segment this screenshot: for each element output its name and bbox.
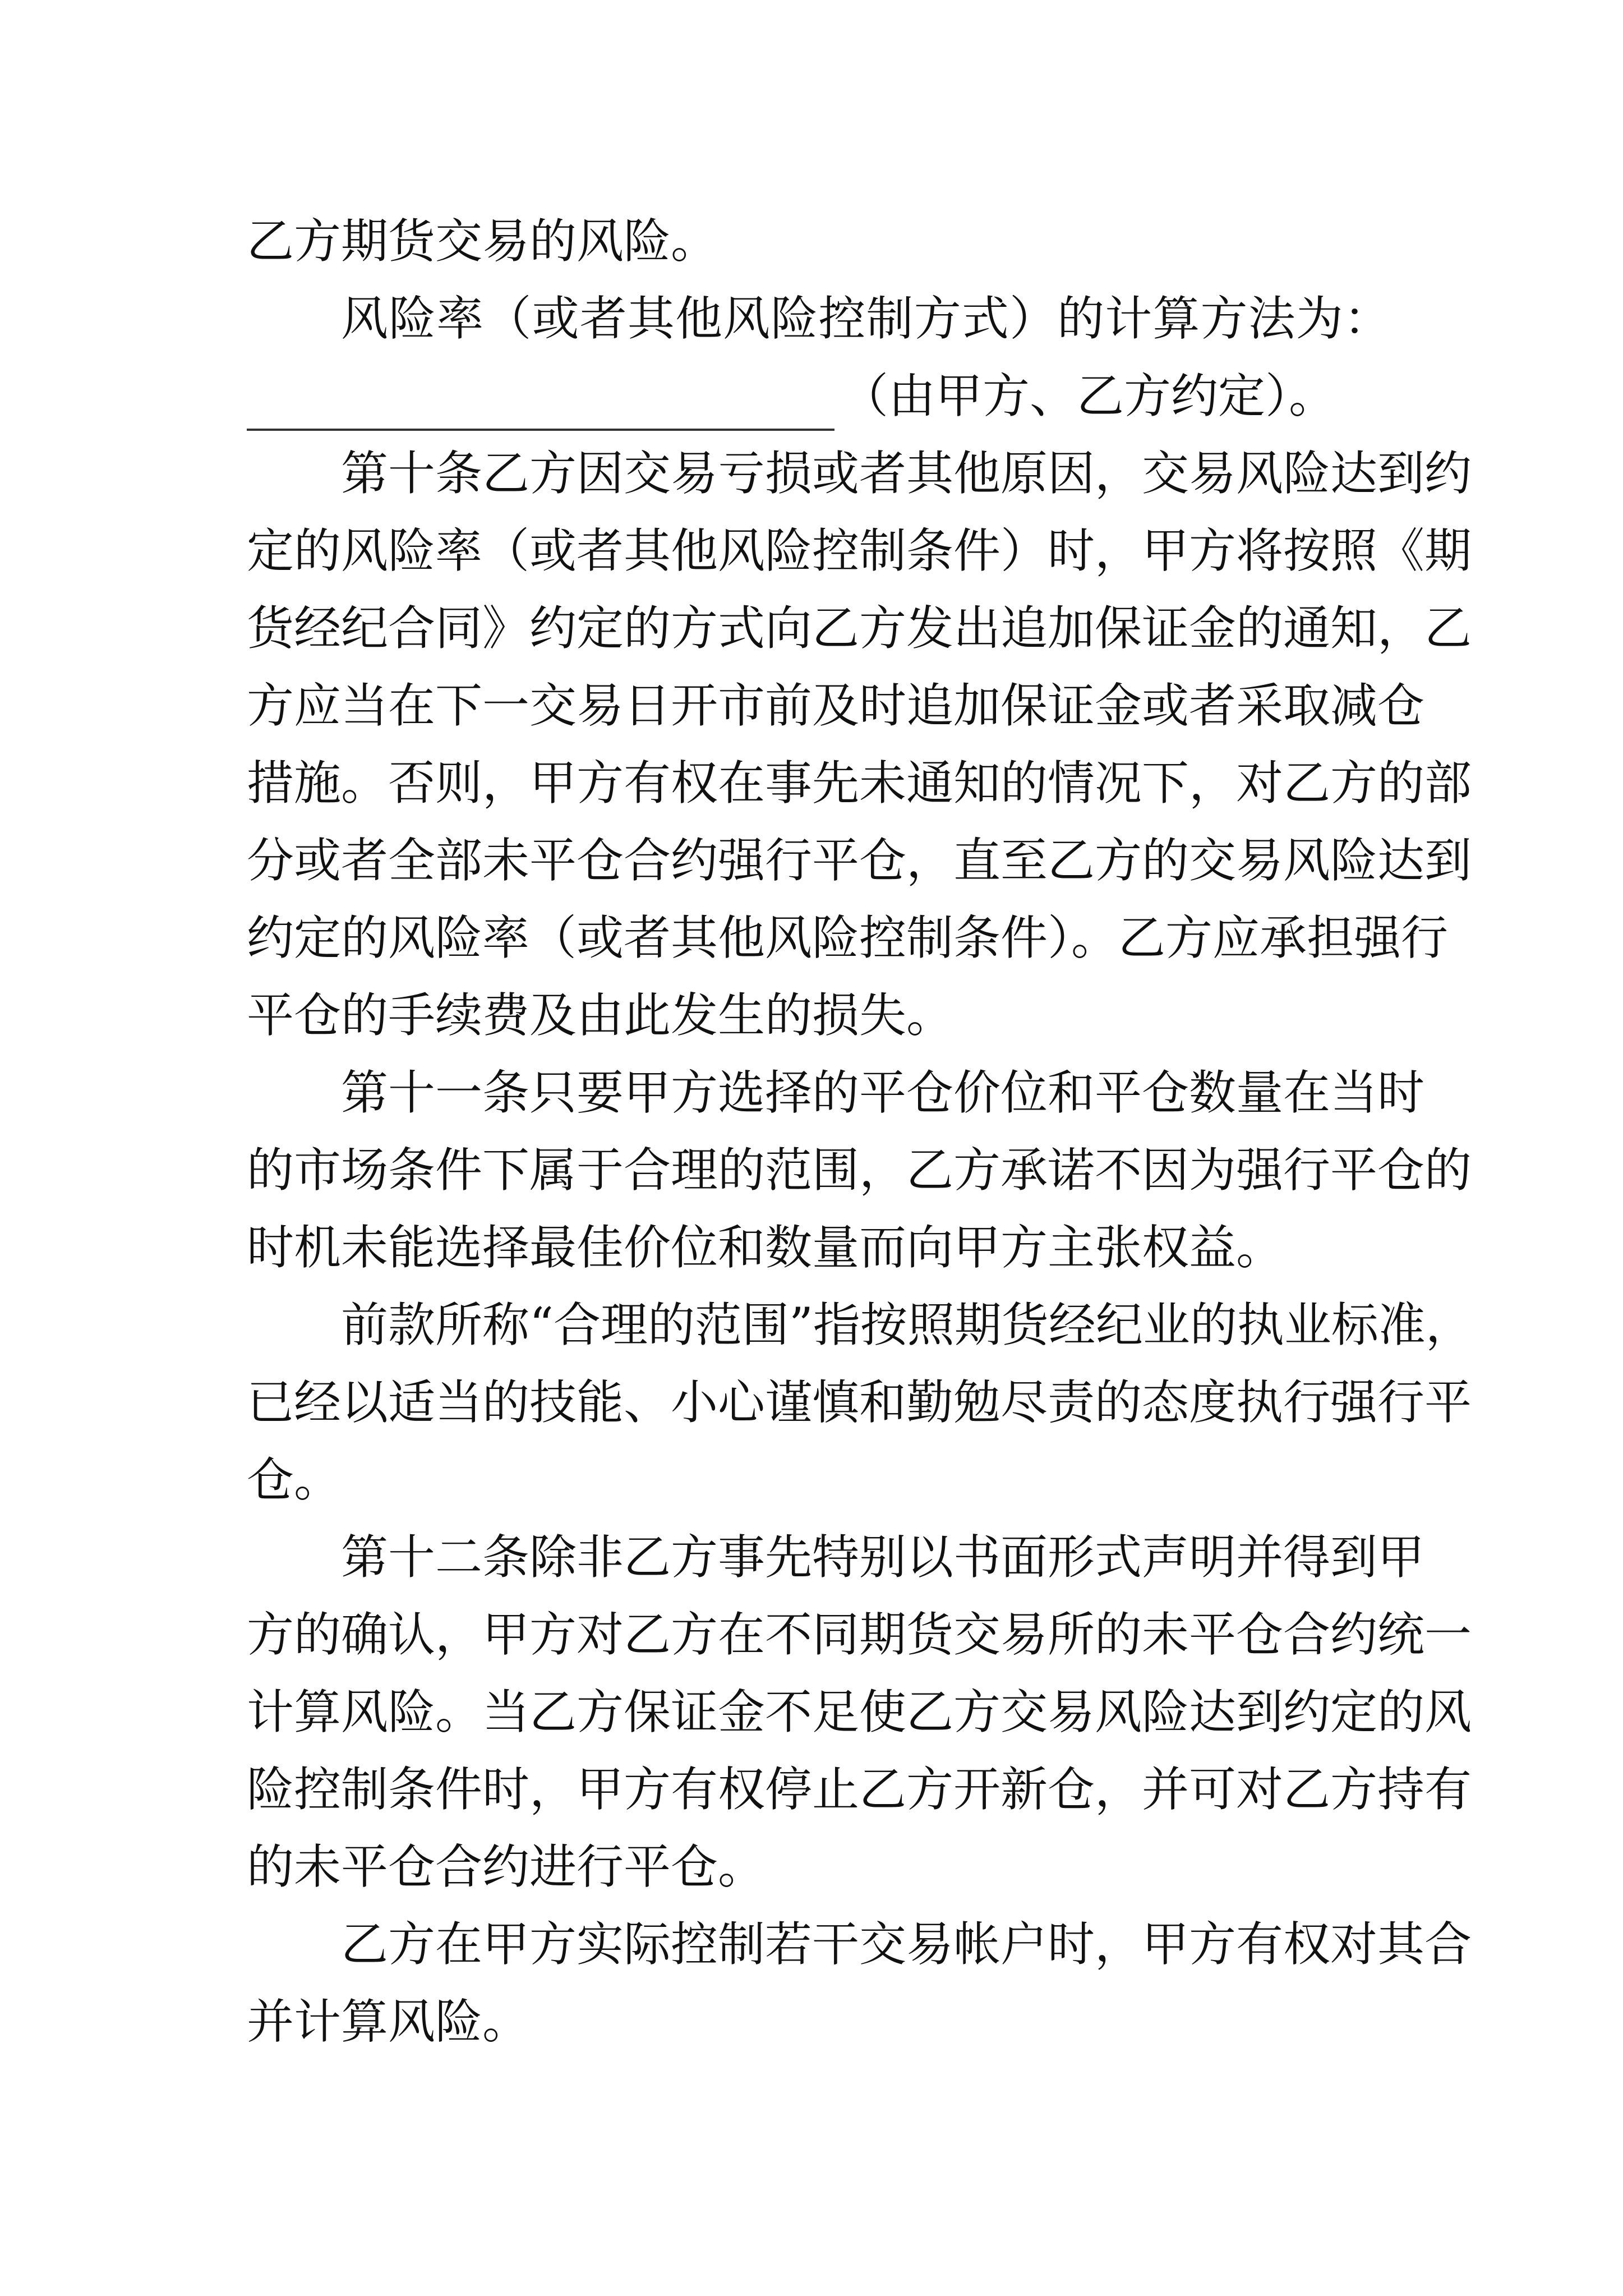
text-line: 平仓的手续费及由此发生的损失。 bbox=[247, 988, 954, 1043]
text-line: 已经以适当的技能、小心谨慎和勤勉尽责的态度执行强行平 bbox=[247, 1375, 1472, 1430]
text-line: 乙方期货交易的风险。 bbox=[247, 214, 718, 269]
blank-suffix-text: （由甲方、乙方约定）。 bbox=[841, 369, 1336, 424]
text-line: 约定的风险率（或者其他风险控制条件）。乙方应承担强行 bbox=[247, 910, 1449, 965]
text-line: 的未平仓合约进行平仓。 bbox=[247, 1839, 766, 1894]
text-line: 措施。否则，甲方有权在事先未通知的情况下，对乙方的部 bbox=[247, 756, 1472, 811]
text-line: 乙方在甲方实际控制若干交易帐户时，甲方有权对其合 bbox=[341, 1917, 1472, 1972]
text-line: 定的风险率（或者其他风险控制条件）时，甲方将按照《期 bbox=[247, 523, 1472, 578]
text-line: 方的确认，甲方对乙方在不同期货交易所的未平仓合约统一 bbox=[247, 1607, 1472, 1662]
text-line: 计算风险。当乙方保证金不足使乙方交易风险达到约定的风 bbox=[247, 1685, 1472, 1740]
text-line: 第十二条除非乙方事先特别以书面形式声明并得到甲 bbox=[341, 1530, 1425, 1585]
text-line: 并计算风险。 bbox=[247, 1994, 530, 2049]
text-line: 的市场条件下属于合理的范围，乙方承诺不因为强行平仓的 bbox=[247, 1143, 1472, 1198]
text-line: 险控制条件时，甲方有权停止乙方开新仓，并可对乙方持有 bbox=[247, 1762, 1472, 1817]
text-line: 前款所称“合理的范围”指按照期货经纪业的执业标准， bbox=[341, 1297, 1473, 1352]
text-line: 分或者全部未平仓合约强行平仓，直至乙方的交易风险达到 bbox=[247, 833, 1472, 888]
text-line: 风险率（或者其他风险控制方式）的计算方法为： bbox=[341, 291, 1391, 346]
text-line: 货经纪合同》约定的方式向乙方发出追加保证金的通知，乙 bbox=[247, 601, 1472, 656]
text-line: 仓。 bbox=[247, 1452, 342, 1507]
text-line: 时机未能选择最佳价位和数量而向甲方主张权益。 bbox=[247, 1220, 1284, 1275]
text-line: 第十条乙方因交易亏损或者其他原因，交易风险达到约 bbox=[341, 446, 1472, 501]
text-line: 第十一条只要甲方选择的平仓价位和平仓数量在当时 bbox=[341, 1065, 1425, 1120]
fill-in-blank-line bbox=[247, 429, 834, 431]
text-line: 方应当在下一交易日开市前及时追加保证金或者采取减仓 bbox=[247, 678, 1425, 733]
